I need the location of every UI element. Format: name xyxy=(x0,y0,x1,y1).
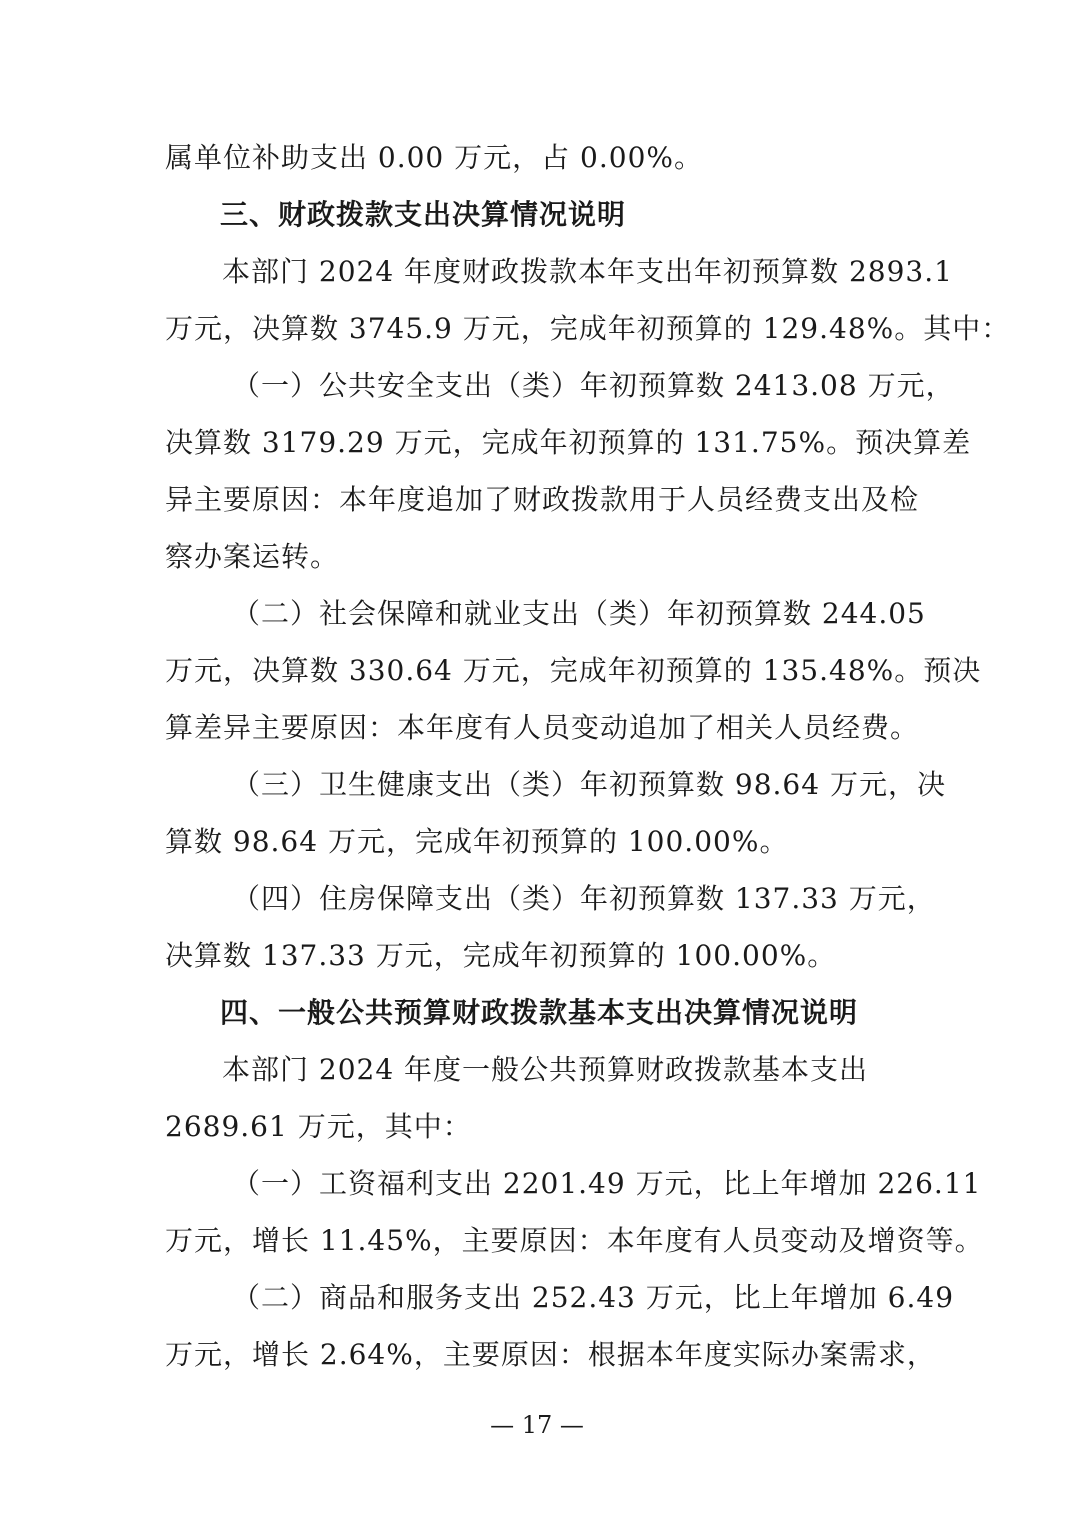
paragraph-line: 算差异主要原因：本年度有人员变动追加了相关人员经费。 xyxy=(165,711,920,744)
paragraph-line: （四）住房保障支出（类）年初预算数 137.33 万元， xyxy=(232,882,936,915)
paragraph-line: （一）工资福利支出 2201.49 万元，比上年增加 226.11 xyxy=(232,1167,982,1200)
paragraph-line: 属单位补助支出 0.00 万元，占 0.00%。 xyxy=(165,141,703,174)
section-heading-3: 三、财政拨款支出决算情况说明 xyxy=(220,198,627,231)
paragraph-line: 万元，增长 11.45%，主要原因：本年度有人员变动及增资等。 xyxy=(165,1224,984,1257)
paragraph-line: （三）卫生健康支出（类）年初预算数 98.64 万元，决 xyxy=(232,768,946,801)
paragraph-line: 决算数 137.33 万元，完成年初预算的 100.00%。 xyxy=(165,939,837,972)
paragraph-line: （二）社会保障和就业支出（类）年初预算数 244.05 xyxy=(232,597,926,630)
section-heading-4: 四、一般公共预算财政拨款基本支出决算情况说明 xyxy=(220,996,859,1029)
paragraph-line: 2689.61 万元，其中： xyxy=(165,1110,472,1143)
paragraph-line: 万元，决算数 3745.9 万元，完成年初预算的 129.48%。其中： xyxy=(165,312,1011,345)
paragraph-line: 万元，决算数 330.64 万元，完成年初预算的 135.48%。预决 xyxy=(165,654,982,687)
paragraph-line: 本部门 2024 年度财政拨款本年支出年初预算数 2893.1 xyxy=(222,255,953,288)
paragraph-line: 算数 98.64 万元，完成年初预算的 100.00%。 xyxy=(165,825,789,858)
paragraph-line: 察办案运转。 xyxy=(165,540,340,573)
paragraph-line: 异主要原因：本年度追加了财政拨款用于人员经费支出及检 xyxy=(165,483,920,516)
paragraph-line: （二）商品和服务支出 252.43 万元，比上年增加 6.49 xyxy=(232,1281,955,1314)
paragraph-line: 决算数 3179.29 万元，完成年初预算的 131.75%。预决算差 xyxy=(165,426,972,459)
paragraph-line: 本部门 2024 年度一般公共预算财政拨款基本支出 xyxy=(222,1053,869,1086)
page-number: — 17 — xyxy=(490,1411,584,1439)
paragraph-line: （一）公共安全支出（类）年初预算数 2413.08 万元， xyxy=(232,369,955,402)
paragraph-line: 万元，增长 2.64%，主要原因：根据本年度实际办案需求， xyxy=(165,1338,936,1371)
